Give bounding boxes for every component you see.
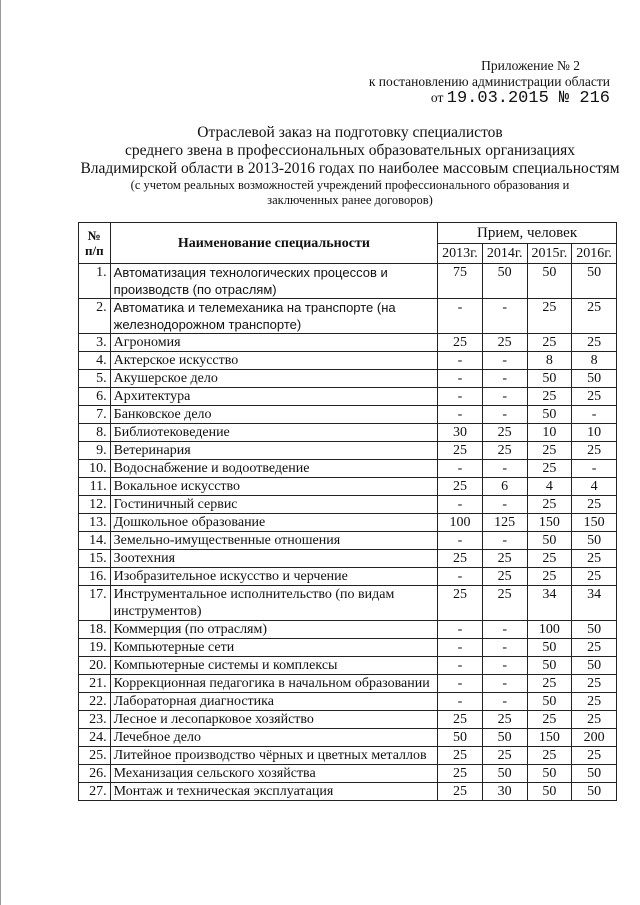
admission-value: 4 bbox=[572, 478, 617, 496]
admission-value: 25 bbox=[438, 765, 483, 783]
admission-value: 25 bbox=[527, 496, 572, 514]
admission-value: 50 bbox=[572, 370, 617, 388]
document-title bbox=[60, 124, 640, 208]
admission-value: - bbox=[482, 370, 527, 388]
admission-value: 25 bbox=[572, 299, 617, 334]
row-number: 8. bbox=[79, 424, 111, 442]
admission-value: - bbox=[482, 675, 527, 693]
specialty-name: Монтаж и техническая эксплуатация bbox=[110, 783, 437, 801]
admission-value: 50 bbox=[438, 729, 483, 747]
row-number: 7. bbox=[79, 406, 111, 424]
table-row bbox=[79, 334, 617, 352]
admission-value: - bbox=[438, 675, 483, 693]
admission-value: - bbox=[482, 532, 527, 550]
admission-value: 25 bbox=[527, 675, 572, 693]
table-row bbox=[79, 460, 617, 478]
admission-value: 75 bbox=[438, 264, 483, 299]
specialty-name: Гостиничный сервис bbox=[110, 496, 437, 514]
specialty-name: Вокальное искусство bbox=[110, 478, 437, 496]
admission-value: 25 bbox=[572, 334, 617, 352]
table-row bbox=[79, 550, 617, 568]
admission-value: 25 bbox=[438, 442, 483, 460]
row-number: 26. bbox=[79, 765, 111, 783]
row-number: 24. bbox=[79, 729, 111, 747]
admission-value: - bbox=[438, 621, 483, 639]
admission-value: 25 bbox=[438, 747, 483, 765]
specialty-name: Механизация сельского хозяйства bbox=[110, 765, 437, 783]
admission-value: 25 bbox=[572, 550, 617, 568]
row-number: 19. bbox=[79, 639, 111, 657]
admission-value: - bbox=[438, 639, 483, 657]
row-number: 11. bbox=[79, 478, 111, 496]
admission-value: 25 bbox=[572, 388, 617, 406]
row-number: 16. bbox=[79, 568, 111, 586]
admission-value: - bbox=[482, 299, 527, 334]
row-number: 5. bbox=[79, 370, 111, 388]
table-row bbox=[79, 352, 617, 370]
admission-value: - bbox=[572, 460, 617, 478]
admission-value: 25 bbox=[438, 586, 483, 621]
admission-value: 50 bbox=[482, 729, 527, 747]
scan-edge bbox=[0, 0, 1, 905]
table-row bbox=[79, 299, 617, 334]
table-row bbox=[79, 442, 617, 460]
admission-value: 25 bbox=[527, 747, 572, 765]
table-row bbox=[79, 264, 617, 299]
admission-value: 25 bbox=[572, 675, 617, 693]
table-row bbox=[79, 639, 617, 657]
admission-value: 25 bbox=[572, 639, 617, 657]
specialty-name: Компьютерные системы и комплексы bbox=[110, 657, 437, 675]
table-row bbox=[79, 729, 617, 747]
specialty-name: Автоматизация технологических процессов и производств (по отраслям) bbox=[110, 264, 437, 299]
header-num: № п/п bbox=[79, 223, 111, 264]
table-row bbox=[79, 711, 617, 729]
header-name: Наименование специальности bbox=[110, 223, 437, 264]
appendix-resolution: к постановлению администрации области bbox=[368, 74, 610, 89]
row-number: 4. bbox=[79, 352, 111, 370]
row-number: 17. bbox=[79, 586, 111, 621]
admission-value: 25 bbox=[572, 747, 617, 765]
appendix-header bbox=[369, 58, 610, 107]
admission-value: 25 bbox=[482, 442, 527, 460]
admission-value: 25 bbox=[572, 442, 617, 460]
admission-value: - bbox=[438, 299, 483, 334]
admission-value: 50 bbox=[482, 264, 527, 299]
admission-value: 25 bbox=[527, 388, 572, 406]
header-year-2015: 2015г. bbox=[527, 244, 572, 264]
specialty-name: Литейное производство чёрных и цветных металлов bbox=[110, 747, 437, 765]
admission-value: - bbox=[482, 621, 527, 639]
row-number: 23. bbox=[79, 711, 111, 729]
admission-value: - bbox=[438, 568, 483, 586]
admission-value: 25 bbox=[527, 550, 572, 568]
title-line-2: среднего звена в профессиональных образовательных организациях bbox=[124, 142, 576, 159]
admission-value: 25 bbox=[482, 550, 527, 568]
admission-value: - bbox=[482, 352, 527, 370]
admission-value: 10 bbox=[527, 424, 572, 442]
admission-value: 50 bbox=[527, 264, 572, 299]
header-group: Прием, человек bbox=[438, 223, 617, 244]
admission-value: 100 bbox=[438, 514, 483, 532]
admission-value: - bbox=[572, 406, 617, 424]
admission-value: 25 bbox=[527, 334, 572, 352]
admission-value: 6 bbox=[482, 478, 527, 496]
admission-value: 50 bbox=[527, 693, 572, 711]
admission-value: 25 bbox=[572, 496, 617, 514]
table-row bbox=[79, 675, 617, 693]
table-row bbox=[79, 496, 617, 514]
admission-value: - bbox=[438, 352, 483, 370]
row-number: 12. bbox=[79, 496, 111, 514]
admission-value: 100 bbox=[527, 621, 572, 639]
row-number: 14. bbox=[79, 532, 111, 550]
admission-value: 50 bbox=[527, 639, 572, 657]
admission-value: 25 bbox=[438, 334, 483, 352]
specialties-table bbox=[78, 222, 617, 801]
row-number: 9. bbox=[79, 442, 111, 460]
row-number: 15. bbox=[79, 550, 111, 568]
table-row bbox=[79, 621, 617, 639]
admission-value: 25 bbox=[482, 424, 527, 442]
table-row bbox=[79, 388, 617, 406]
admission-value: 25 bbox=[527, 568, 572, 586]
specialty-name: Водоснабжение и водоотведение bbox=[110, 460, 437, 478]
specialty-name: Коммерция (по отраслям) bbox=[110, 621, 437, 639]
admission-value: 150 bbox=[527, 729, 572, 747]
admission-value: 50 bbox=[527, 370, 572, 388]
specialty-name: Автоматика и телемеханика на транспорте (на железнодорожном транспорте) bbox=[110, 299, 437, 334]
admission-value: 125 bbox=[482, 514, 527, 532]
table-row bbox=[79, 514, 617, 532]
admission-value: 25 bbox=[438, 550, 483, 568]
row-number: 18. bbox=[79, 621, 111, 639]
admission-value: 8 bbox=[527, 352, 572, 370]
admission-value: - bbox=[438, 657, 483, 675]
table-body bbox=[79, 264, 617, 801]
appendix-number: Приложение № 2 bbox=[481, 58, 580, 73]
admission-value: - bbox=[438, 406, 483, 424]
table-row bbox=[79, 747, 617, 765]
admission-value: 34 bbox=[527, 586, 572, 621]
admission-value: 50 bbox=[482, 765, 527, 783]
specialty-name: Земельно-имущественные отношения bbox=[110, 532, 437, 550]
header-year-2016: 2016г. bbox=[572, 244, 617, 264]
row-number: 1. bbox=[79, 264, 111, 299]
title-line-3: Владимирской области в 2013-2016 годах по наиболее массовым специальностям bbox=[80, 160, 620, 177]
appendix-date-prefix: от bbox=[430, 90, 444, 105]
specialty-name: Архитектура bbox=[110, 388, 437, 406]
admission-value: 25 bbox=[482, 568, 527, 586]
header-year-2014: 2014г. bbox=[482, 244, 527, 264]
row-number: 20. bbox=[79, 657, 111, 675]
admission-value: 30 bbox=[438, 424, 483, 442]
admission-value: 25 bbox=[482, 586, 527, 621]
admission-value: - bbox=[438, 496, 483, 514]
row-number: 3. bbox=[79, 334, 111, 352]
specialty-name: Банковское дело bbox=[110, 406, 437, 424]
admission-value: 8 bbox=[572, 352, 617, 370]
admission-value: 25 bbox=[527, 299, 572, 334]
table-row bbox=[79, 586, 617, 621]
specialty-name: Лесное и лесопарковое хозяйство bbox=[110, 711, 437, 729]
admission-value: 25 bbox=[527, 460, 572, 478]
appendix-date-line bbox=[369, 90, 610, 107]
admission-value: 50 bbox=[527, 765, 572, 783]
admission-value: 25 bbox=[438, 711, 483, 729]
admission-value: 30 bbox=[482, 783, 527, 801]
admission-value: - bbox=[482, 388, 527, 406]
table-row bbox=[79, 693, 617, 711]
admission-value: - bbox=[482, 657, 527, 675]
admission-value: 50 bbox=[527, 532, 572, 550]
specialty-name: Актерское искусство bbox=[110, 352, 437, 370]
specialty-name: Ветеринария bbox=[110, 442, 437, 460]
table-row bbox=[79, 406, 617, 424]
specialty-name: Лечебное дело bbox=[110, 729, 437, 747]
specialty-name: Компьютерные сети bbox=[110, 639, 437, 657]
row-number: 2. bbox=[79, 299, 111, 334]
specialty-name: Изобразительное искусство и черчение bbox=[110, 568, 437, 586]
admission-value: - bbox=[438, 693, 483, 711]
specialty-name: Лабораторная диагностика bbox=[110, 693, 437, 711]
admission-value: 34 bbox=[572, 586, 617, 621]
admission-value: - bbox=[438, 460, 483, 478]
admission-value: 25 bbox=[572, 568, 617, 586]
row-number: 10. bbox=[79, 460, 111, 478]
appendix-date-stamp: 19.03.2015 № 216 bbox=[446, 89, 610, 108]
row-number: 25. bbox=[79, 747, 111, 765]
specialty-name: Зоотехния bbox=[110, 550, 437, 568]
table-row bbox=[79, 657, 617, 675]
table-row bbox=[79, 783, 617, 801]
admission-value: 25 bbox=[482, 711, 527, 729]
admission-value: - bbox=[438, 532, 483, 550]
specialty-name: Коррекционная педагогика в начальном образовании bbox=[110, 675, 437, 693]
table-row bbox=[79, 765, 617, 783]
admission-value: 25 bbox=[572, 711, 617, 729]
admission-value: 25 bbox=[527, 711, 572, 729]
admission-value: 50 bbox=[527, 657, 572, 675]
header-year-2013: 2013г. bbox=[438, 244, 483, 264]
admission-value: 50 bbox=[527, 406, 572, 424]
admission-value: - bbox=[482, 460, 527, 478]
specialty-name: Инструментальное исполнительство (по видам инструментов) bbox=[110, 586, 437, 621]
admission-value: 4 bbox=[527, 478, 572, 496]
admission-value: 25 bbox=[482, 747, 527, 765]
table-row bbox=[79, 568, 617, 586]
admission-value: 50 bbox=[527, 783, 572, 801]
admission-value: 50 bbox=[572, 532, 617, 550]
admission-value: 50 bbox=[572, 765, 617, 783]
row-number: 22. bbox=[79, 693, 111, 711]
row-number: 27. bbox=[79, 783, 111, 801]
admission-value: 50 bbox=[572, 657, 617, 675]
table-row bbox=[79, 478, 617, 496]
admission-value: 50 bbox=[572, 783, 617, 801]
row-number: 13. bbox=[79, 514, 111, 532]
table-row bbox=[79, 532, 617, 550]
admission-value: 25 bbox=[572, 693, 617, 711]
admission-value: - bbox=[482, 496, 527, 514]
admission-value: - bbox=[482, 406, 527, 424]
specialty-name: Дошкольное образование bbox=[110, 514, 437, 532]
title-subtitle: (с учетом реальных возможностей учреждений профессионального образования и заключенных ранее договоров) bbox=[130, 178, 570, 207]
specialty-name: Библиотековедение bbox=[110, 424, 437, 442]
admission-value: 25 bbox=[438, 783, 483, 801]
admission-value: 25 bbox=[482, 334, 527, 352]
admission-value: - bbox=[438, 370, 483, 388]
admission-value: 200 bbox=[572, 729, 617, 747]
table-row bbox=[79, 424, 617, 442]
table-row bbox=[79, 370, 617, 388]
admission-value: 150 bbox=[572, 514, 617, 532]
admission-value: 10 bbox=[572, 424, 617, 442]
admission-value: 25 bbox=[527, 442, 572, 460]
admission-value: 150 bbox=[527, 514, 572, 532]
admission-value: - bbox=[438, 388, 483, 406]
row-number: 21. bbox=[79, 675, 111, 693]
admission-value: - bbox=[482, 693, 527, 711]
admission-value: - bbox=[482, 639, 527, 657]
row-number: 6. bbox=[79, 388, 111, 406]
specialty-name: Акушерское дело bbox=[110, 370, 437, 388]
specialty-name: Агрономия bbox=[110, 334, 437, 352]
title-line-1: Отраслевой заказ на подготовку специалистов bbox=[197, 124, 503, 141]
admission-value: 50 bbox=[572, 621, 617, 639]
admission-value: 50 bbox=[572, 264, 617, 299]
admission-value: 25 bbox=[438, 478, 483, 496]
